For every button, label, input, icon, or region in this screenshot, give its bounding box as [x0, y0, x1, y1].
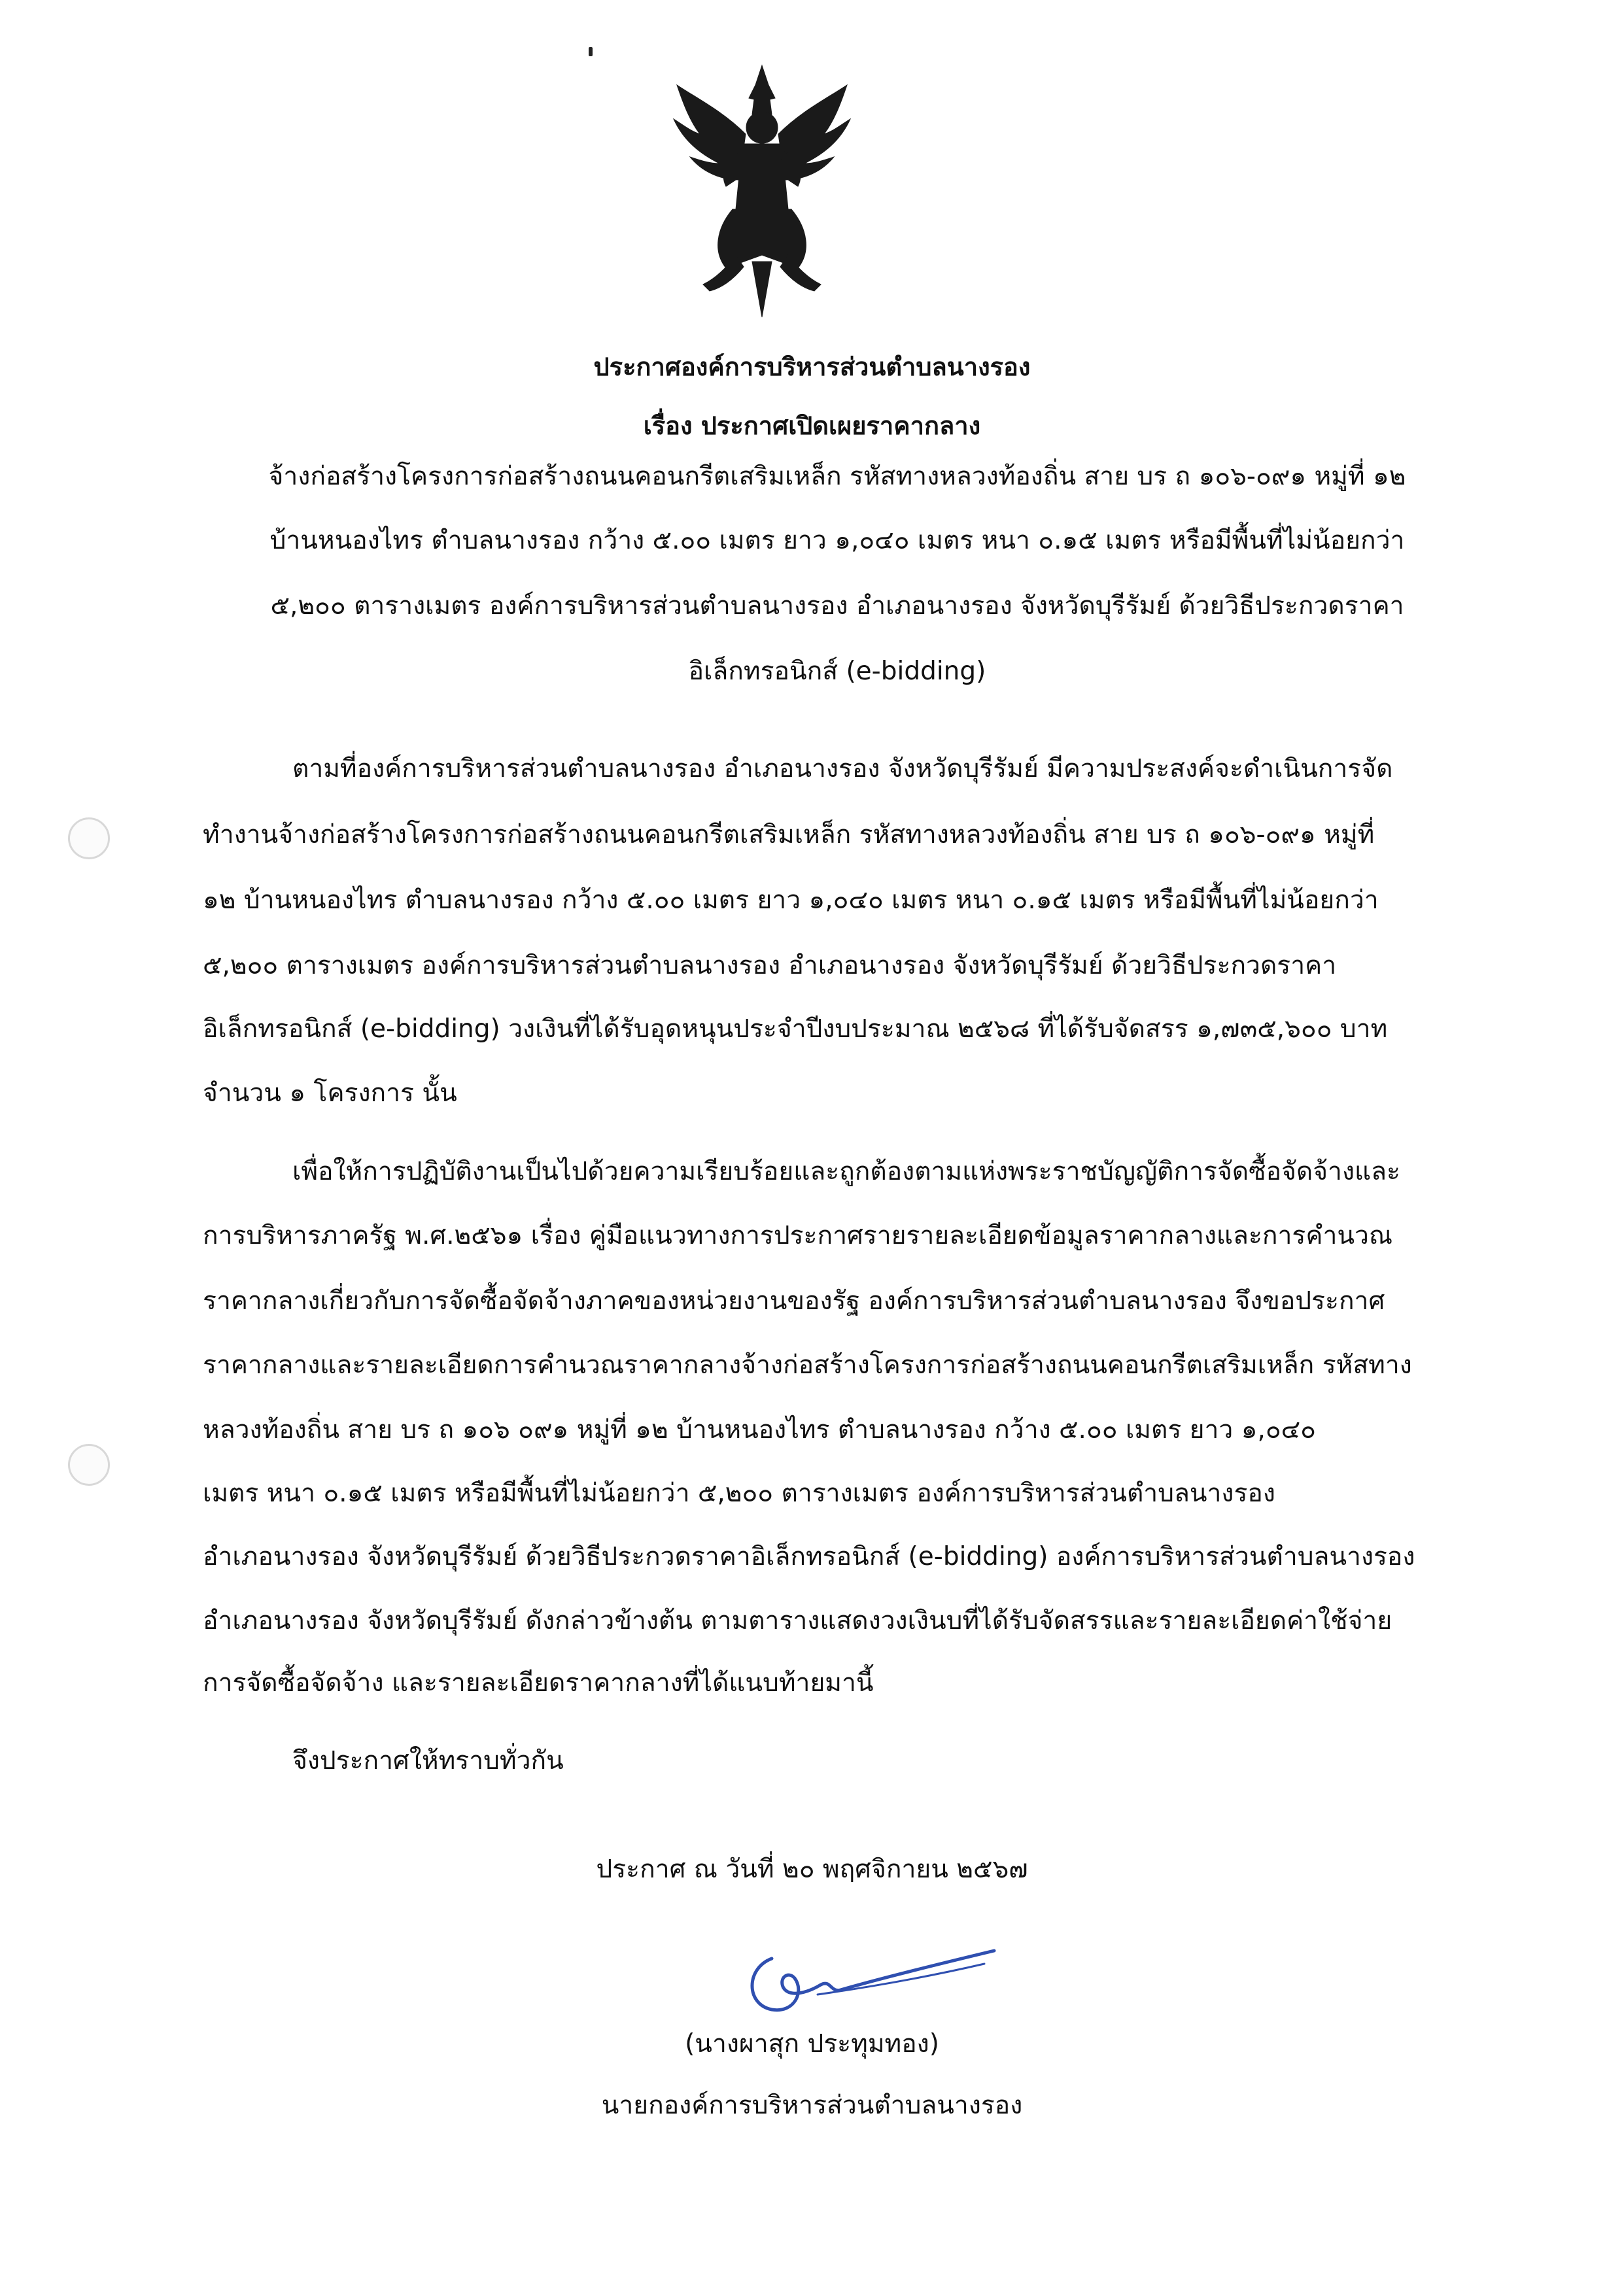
handwritten-signature: [733, 1932, 1007, 2030]
paragraph-line: อิเล็กทรอนิกส์ (e-bidding) วงเงินที่ได้รับอุดหนุนประจำปีงบประมาณ ๒๕๖๘ ที่ได้รับจัดสรร ๑,๗๓๕,๖๐๐ บาท: [203, 1014, 1388, 1044]
signatory-name: (นางผาสุก ประทุมทอง): [685, 2029, 939, 2059]
paragraph-line: เมตร หนา ๐.๑๕ เมตร หรือมีพื้นที่ไม่น้อยกว่า ๕,๒๐๐ ตารางเมตร องค์การบริหารส่วนตำบลนางรอง: [203, 1479, 1275, 1508]
subject-line: อิเล็กทรอนิกส์ (e-bidding): [688, 657, 986, 686]
announcement-date: ประกาศ ณ วันที่ ๒๐ พฤศจิกายน ๒๕๖๗: [596, 1855, 1028, 1884]
paragraph-line: ราคากลางเกี่ยวกับการจัดซื้อจัดจ้างภาคของหน่วยงานของรัฐ องค์การบริหารส่วนตำบลนางรอง จึงขอประกาศ: [203, 1286, 1385, 1316]
paragraph-line: เพื่อให้การปฏิบัติงานเป็นไปด้วยความเรียบร้อยและถูกต้องตามแห่งพระราชบัญญัติการจัดซื้อจัดจ้างและ: [292, 1157, 1400, 1186]
paragraph-line: อำเภอนางรอง จังหวัดบุรีรัมย์ ดังกล่าวข้างต้น ตามตารางแสดงวงเงินบที่ได้รับจัดสรรและรายละเอียดค่าใช้จ่าย: [203, 1606, 1392, 1636]
punch-hole: [68, 1444, 110, 1486]
garuda-emblem-icon: [664, 59, 860, 320]
paragraph-line: หลวงท้องถิ่น สาย บร ถ ๑๐๖ ๐๙๑ หมู่ที่ ๑๒ บ้านหนองไทร ตำบลนางรอง กว้าง ๕.๐๐ เมตร ยาว ๑,๐๔๐: [203, 1415, 1316, 1445]
paragraph-line: ๕,๒๐๐ ตารางเมตร องค์การบริหารส่วนตำบลนางรอง อำเภอนางรอง จังหวัดบุรีรัมย์ ด้วยวิธีประกวดราคา: [203, 951, 1337, 980]
subject-heading: เรื่อง ประกาศเปิดเผยราคากลาง: [643, 411, 981, 440]
signatory-position: นายกองค์การบริหารส่วนตำบลนางรอง: [601, 2091, 1023, 2120]
paragraph-line: ราคากลางและรายละเอียดการคำนวณราคากลางจ้างก่อสร้างโครงการก่อสร้างถนนคอนกรีตเสริมเหล็ก รหัสทาง: [203, 1350, 1412, 1380]
subject-line: ๕,๒๐๐ ตารางเมตร องค์การบริหารส่วนตำบลนางรอง อำเภอนางรอง จังหวัดบุรีรัมย์ ด้วยวิธีประกวดราคา: [270, 591, 1404, 621]
subject-line: จ้างก่อสร้างโครงการก่อสร้างถนนคอนกรีตเสริมเหล็ก รหัสทางหลวงท้องถิ่น สาย บร ถ ๑๐๖-๐๙๑ หมู่ที่ ๑๒: [268, 462, 1406, 491]
paragraph-line: ตามที่องค์การบริหารส่วนตำบลนางรอง อำเภอนางรอง จังหวัดบุรีรัมย์ มีความประสงค์จะดำเนินการจัด: [292, 754, 1393, 783]
subject-line: บ้านหนองไทร ตำบลนางรอง กว้าง ๕.๐๐ เมตร ยาว ๑,๐๔๐ เมตร หนา ๐.๑๕ เมตร หรือมีพื้นที่ไม่น้อยกว่า: [269, 526, 1405, 555]
punch-hole: [68, 817, 110, 859]
scan-mark: [589, 47, 593, 56]
paragraph-line: การจัดซื้อจัดจ้าง และรายละเอียดราคากลางที่ได้แนบท้ายมานี้: [203, 1668, 874, 1698]
paragraph-line: ๑๒ บ้านหนองไทร ตำบลนางรอง กว้าง ๕.๐๐ เมตร ยาว ๑,๐๔๐ เมตร หนา ๐.๑๕ เมตร หรือมีพื้นที่ไม่น้อยกว่า: [203, 885, 1379, 915]
announcement-title: ประกาศองค์การบริหารส่วนตำบลนางรอง: [593, 352, 1031, 381]
closing-line: จึงประกาศให้ทราบทั่วกัน: [292, 1746, 564, 1775]
paragraph-line: การบริหารภาครัฐ พ.ศ.๒๕๖๑ เรื่อง คู่มือแนวทางการประกาศรายรายละเอียดข้อมูลราคากลางและการคำนวณ: [203, 1221, 1393, 1250]
paragraph-line: จำนวน ๑ โครงการ นั้น: [203, 1078, 457, 1108]
paragraph-line: ทำงานจ้างก่อสร้างโครงการก่อสร้างถนนคอนกรีตเสริมเหล็ก รหัสทางหลวงท้องถิ่น สาย บร ถ ๑๐๖-๐๙๑ หมู่ที่: [203, 820, 1375, 849]
paragraph-line: อำเภอนางรอง จังหวัดบุรีรัมย์ ด้วยวิธีประกวดราคาอิเล็กทรอนิกส์ (e-bidding) องค์การบริหารส่วนตำบลนางรอง: [203, 1542, 1415, 1571]
